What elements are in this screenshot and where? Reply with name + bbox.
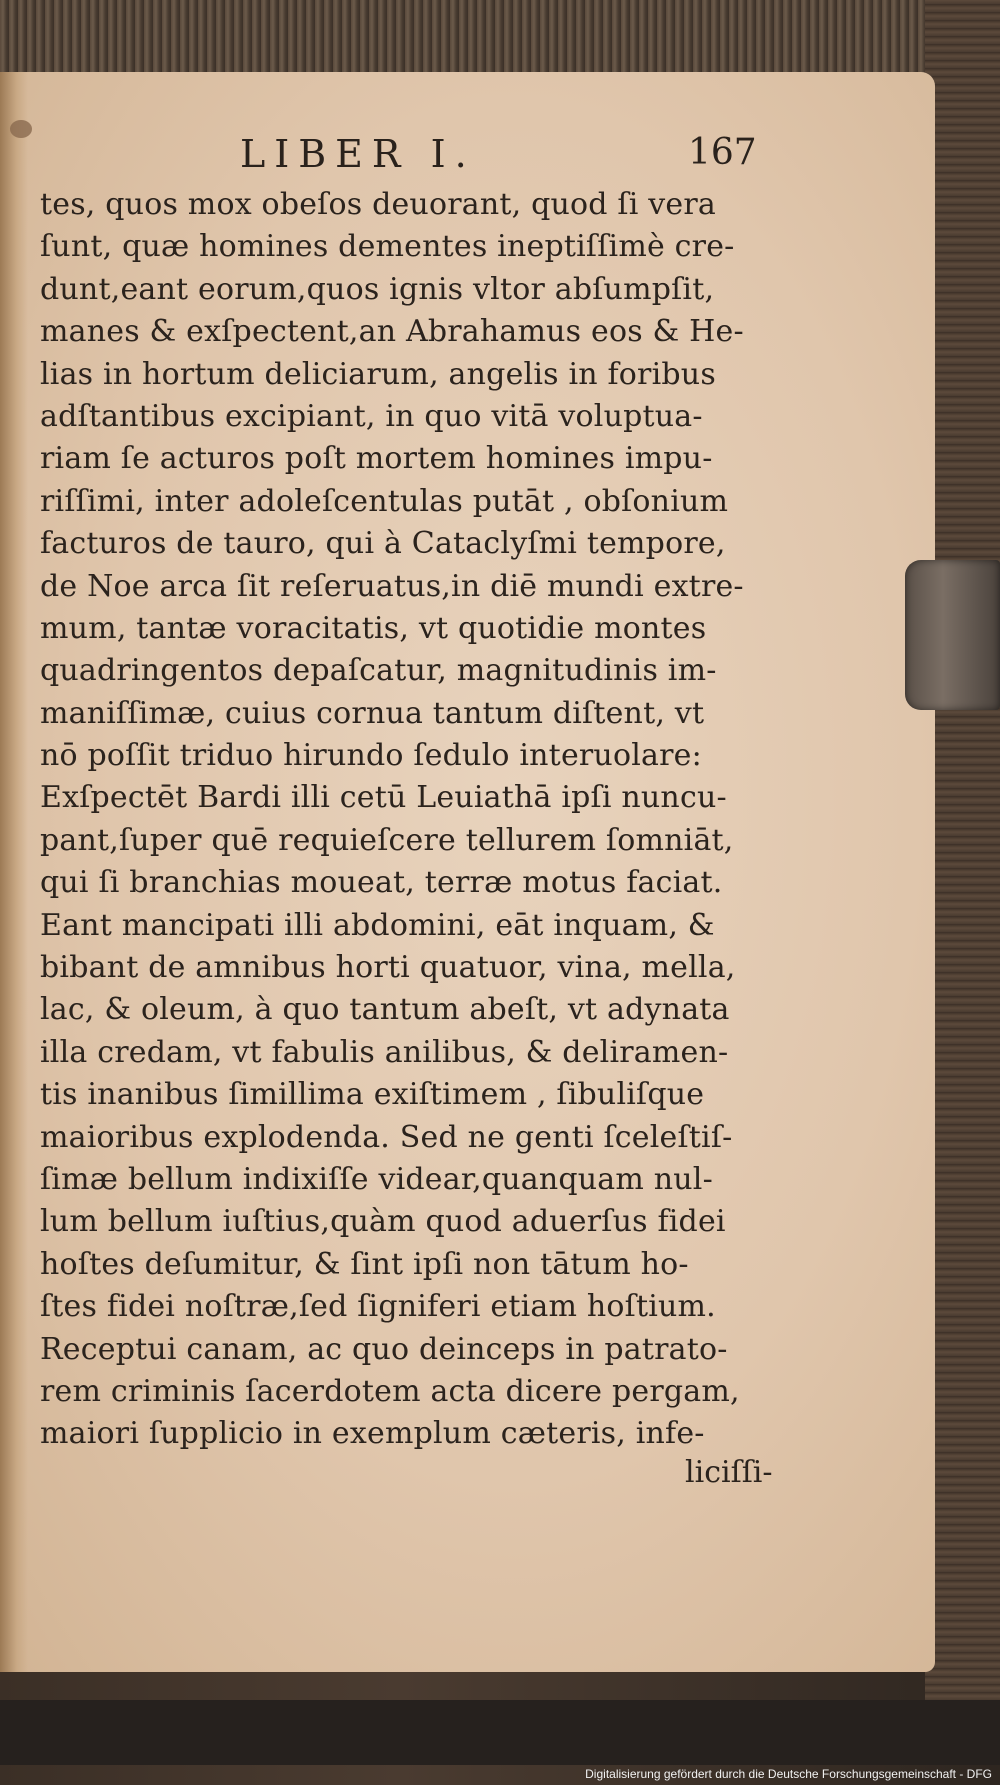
scan-bottom-band [0,1700,1000,1765]
book-page [0,72,935,1672]
text-line: maniſſimæ, cuius cornua tantum diſtent, vt [40,695,705,731]
text-line: manes & exſpectent,an Abrahamus eos & He- [40,314,744,350]
running-head-title: LIBER I. [240,132,476,176]
book-fore-edge [925,0,1000,1700]
text-line: Eant mancipati illi abdomini, eāt inquam, & [40,907,715,943]
page-number: 167 [688,132,757,173]
text-line: ſunt, quæ homines dementes ineptiſſimè cre- [40,229,735,265]
text-line: dunt,eant eorum,quos ignis vltor abſumpſit, [40,271,715,307]
text-line: de Noe arca ſit reſeruatus,in diē mundi extre- [40,568,744,604]
text-line: lum bellum iuſtius,quàm quod aduerſus fidei [40,1204,726,1240]
catchword: liciſſi- [685,1455,773,1490]
text-line: Exſpectēt Bardi illi cetū Leuiathā ipſi nuncu- [40,780,727,816]
text-line: riſſimi, inter adoleſcentulas putāt , obſonium [40,483,729,519]
text-line: facturos de tauro, qui à Cataclyſmi tempore, [40,526,726,562]
text-line: maioribus explodenda. Sed ne genti ſceleſtiſ- [40,1119,733,1155]
text-line: ſimæ bellum indixiſſe videar,quanquam nul- [40,1161,713,1197]
text-line: quadringentos depaſcatur, magnitudinis im- [40,653,717,689]
digitization-credit: Digitalisierung gefördert durch die Deutsche Forschungsgemeinschaft - DFG [585,1767,992,1781]
text-line: mum, tantæ voracitatis, vt quotidie montes [40,610,707,646]
running-head [0,132,935,188]
text-line: pant,ſuper quē requieſcere tellurem ſomniāt, [40,822,734,858]
text-line: qui ſi branchias moueat, terræ motus faciat. [40,865,723,901]
book-top-edge [0,0,1000,78]
text-line: riam ſe acturos poſt mortem homines impu- [40,441,713,477]
text-line: lac, & oleum, à quo tantum abeſt, vt adynata [40,992,730,1028]
text-line: Receptui canam, ac quo deinceps in patrato- [40,1331,728,1367]
text-line: adſtantibus excipiant, in quo vitā voluptua- [40,398,703,434]
text-line: rem criminis ſacerdotem acta dicere pergam, [40,1373,740,1409]
body-text [40,184,780,1456]
text-line: ſtes fidei noſtræ,ſed ſigniferi etiam hoſtium. [40,1289,716,1325]
text-line: hoſtes deſumitur, & ſint ipſi non tātum ho- [40,1246,689,1282]
text-line: bibant de amnibus horti quatuor, vina, mella, [40,950,736,986]
text-line: illa credam, vt fabulis anilibus, & deliramen- [40,1034,729,1070]
text-line: tes, quos mox obeſos deuorant, quod ſi vera [40,187,716,222]
book-clasp [905,560,1000,710]
text-line: tis inanibus ſimillima exiſtimem , ſibuliſque [40,1077,705,1113]
text-line: nō poſſit triduo hirundo ſedulo interuolare: [40,738,702,774]
text-line: lias in hortum deliciarum, angelis in foribus [40,356,716,392]
text-line: maiori ſupplicio in exemplum cæteris, infe- [40,1416,705,1452]
page-gutter [0,72,28,1672]
